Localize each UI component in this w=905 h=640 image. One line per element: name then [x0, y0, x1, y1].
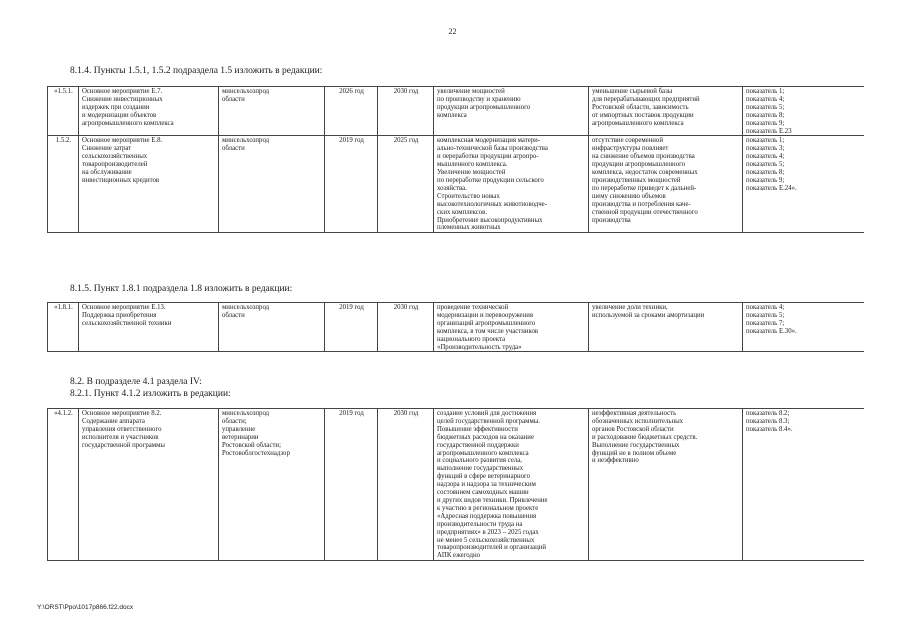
cell-line: исполнителя и участников	[82, 433, 159, 441]
table-section-8-1-5	[47, 302, 864, 352]
cell-line: товаропроизводителей и организаций	[437, 544, 546, 552]
cell-executor	[219, 87, 325, 136]
cell-number: «4.1.2.	[48, 409, 79, 561]
cell-line: отсутствие современной	[592, 137, 663, 145]
cell-line: показатель 5;	[746, 161, 785, 169]
cell-line: показатель 4;	[746, 95, 785, 103]
cell-line: инфраструктуры повлияет	[592, 145, 669, 153]
table-row	[48, 409, 864, 561]
cell-line: области	[222, 145, 245, 153]
cell-line: Поддержка приобретения	[82, 311, 157, 319]
cell-line: Снижение инвестиционных	[82, 95, 163, 103]
heading-8-2: 8.2. В подразделе 4.1 раздела IV:	[70, 377, 202, 387]
cell-line: показатель 3;	[746, 145, 785, 153]
cell-line: к участию в региональном проекте	[437, 504, 539, 512]
cell-line: и модернизации объектов	[82, 111, 157, 119]
cell-indicators	[743, 303, 864, 352]
cell-line: комплексная модернизация матери-	[437, 137, 541, 145]
cell-line: Снижение затрат	[82, 145, 132, 153]
cell-line: инвестиционных кредитов	[82, 176, 160, 184]
cell-name	[79, 303, 219, 352]
cell-line: проведение технической	[437, 304, 509, 311]
cell-line: агропромышленного комплекса	[592, 119, 684, 127]
cell-line: создание условий для достижения	[437, 410, 537, 417]
cell-line: по производству и хранению	[437, 95, 521, 103]
cell-indicators	[743, 87, 864, 136]
cell-line: «Производительность труда»	[437, 343, 522, 351]
cell-line: Основное мероприятие 8.2.	[82, 410, 162, 417]
page-number: 22	[448, 27, 457, 36]
cell-expected-result	[434, 303, 589, 352]
cell-line: государственной поддержки	[437, 441, 519, 449]
cell-line: Увеличение мощностей	[437, 169, 506, 177]
cell-line: АПК ежегодно	[437, 552, 481, 560]
cell-executor	[219, 409, 325, 561]
cell-expected-result	[434, 409, 589, 561]
cell-end-year: 2030 год	[378, 303, 434, 352]
cell-line: функций в сфере ветеринарного	[437, 473, 531, 481]
cell-number: «1.8.1.	[48, 303, 79, 352]
cell-line: и переработки продукции агропро-	[437, 153, 539, 161]
cell-line: целей государственной программы.	[437, 417, 541, 425]
cell-line: органов Ростовской области	[592, 425, 674, 433]
cell-line: по переработке приведет к дальней-	[592, 184, 697, 192]
cell-line: показатель 4;	[746, 153, 785, 161]
cell-line: области;	[222, 417, 247, 425]
cell-line: Ростовской области;	[222, 441, 281, 449]
cell-line: показатель Е.23	[746, 127, 792, 135]
cell-line: агропромышленного комплекса	[82, 119, 174, 127]
cell-line: Основное мероприятие Е.7.	[82, 88, 163, 95]
cell-line: Основное мероприятие Е.13.	[82, 304, 166, 311]
cell-line: Строительство новых	[437, 192, 500, 200]
cell-indicators	[743, 409, 864, 561]
cell-line: показатель Е.30».	[746, 327, 797, 335]
subheading-8-2-1: 8.2.1. Пункт 4.1.2 изложить в редакции:	[70, 389, 231, 399]
cell-line: товаропроизводителей	[82, 161, 148, 169]
cell-line: государственной программы	[82, 441, 165, 449]
cell-line: Основное мероприятие Е.8.	[82, 137, 163, 145]
cell-line: показатель 8.3;	[746, 417, 790, 425]
heading-8-1-5: 8.1.5. Пункт 1.8.1 подраздела 1.8 изложить в редакции:	[70, 284, 293, 294]
footer-file-path: Y:\ORST\Ppo\1017p866.f22.docx	[37, 604, 134, 611]
cell-consequences	[589, 87, 743, 136]
cell-line: показатель 8;	[746, 169, 785, 177]
cell-line: мышленного комплекса.	[437, 161, 508, 169]
cell-line: «Адресная поддержка повышения	[437, 512, 537, 520]
cell-line: бюджетных расходов на оказание	[437, 433, 534, 441]
cell-line: на обслуживание	[82, 169, 132, 177]
cell-line: племенных животных	[437, 224, 501, 232]
cell-line: неэффективная деятельность	[592, 410, 677, 417]
cell-start-year: 2019 год	[325, 303, 378, 352]
cell-line: показатель 1;	[746, 88, 785, 95]
cell-line: показатель 8.4».	[746, 425, 793, 433]
cell-line: и неэффективно	[592, 457, 639, 465]
cell-line: Содержание аппарата	[82, 417, 145, 425]
cell-line: минсельхозпрод	[222, 137, 270, 145]
cell-line: области	[222, 311, 245, 319]
cell-line: минсельхозпрод	[222, 304, 270, 311]
cell-line: от импортных поставок продукции	[592, 111, 694, 119]
cell-line: национального проекта	[437, 335, 506, 343]
table-section-8-2-1	[47, 408, 864, 561]
cell-end-year: 2030 год	[378, 87, 434, 136]
cell-line: управление	[222, 425, 256, 433]
cell-line: Приобретение высокопродуктивных	[437, 216, 543, 224]
cell-line: комплекса, в том числе участников	[437, 327, 539, 335]
cell-start-year: 2019 год	[325, 136, 378, 233]
cell-line: хозяйства.	[437, 184, 467, 192]
table-section-8-1-4	[47, 86, 864, 233]
cell-line: и расходование бюджетных средств.	[592, 433, 698, 441]
cell-line: Повышение эффективности	[437, 425, 518, 433]
cell-executor	[219, 136, 325, 233]
cell-consequences	[589, 409, 743, 561]
cell-line: показатель 7;	[746, 319, 785, 327]
cell-line: минсельхозпрод	[222, 88, 270, 95]
cell-line: показатель 4;	[746, 304, 785, 311]
cell-expected-result	[434, 136, 589, 233]
cell-line: Ростовской области, зависимость	[592, 103, 689, 111]
cell-line: организаций агропромышленного	[437, 319, 536, 327]
cell-number: 1.5.2.	[48, 136, 79, 233]
cell-line: области	[222, 95, 245, 103]
cell-line: производительности труда на	[437, 520, 523, 528]
cell-consequences	[589, 136, 743, 233]
cell-line: модернизации и перевооружения	[437, 311, 533, 319]
cell-line: ских комплексов.	[437, 208, 488, 216]
cell-executor	[219, 303, 325, 352]
cell-number: «1.5.1.	[48, 87, 79, 136]
cell-expected-result	[434, 87, 589, 136]
cell-line: показатель Е.24».	[746, 184, 797, 192]
cell-line: издержек при создании	[82, 103, 150, 111]
cell-line: ально-технической базы производства	[437, 145, 548, 153]
cell-start-year: 2026 год	[325, 87, 378, 136]
cell-line: на снижение объемов производства	[592, 153, 695, 161]
cell-consequences	[589, 303, 743, 352]
cell-line: предприятиях» в 2023 – 2025 годах	[437, 528, 539, 536]
cell-end-year: 2025 год	[378, 136, 434, 233]
cell-line: Выполнение государственных	[592, 441, 680, 449]
cell-line: по переработке продукции сельского	[437, 176, 544, 184]
cell-line: показатель 9;	[746, 176, 785, 184]
cell-line: увеличение мощностей	[437, 88, 505, 95]
table-row	[48, 136, 864, 233]
cell-line: производства	[592, 216, 631, 224]
cell-line: ственной продукции отечественного	[592, 208, 698, 216]
heading-8-1-4: 8.1.4. Пункты 1.5.1, 1.5.2 подраздела 1.5 изложить в редакции:	[70, 66, 323, 76]
cell-line: продукции агропромышленного	[592, 161, 686, 169]
cell-line: надзора и надзора за техническим	[437, 481, 536, 489]
table-row	[48, 303, 864, 352]
cell-line: не менее 5 сельскохозяйственных	[437, 536, 535, 544]
cell-line: шему снижению объемов	[592, 192, 666, 200]
cell-line: показатель 8.2;	[746, 410, 790, 417]
cell-line: минсельхозпрод	[222, 410, 270, 417]
cell-line: показатель 8;	[746, 111, 785, 119]
table-row	[48, 87, 864, 136]
cell-line: Ростовоблгостехнадзор	[222, 449, 290, 457]
cell-indicators	[743, 136, 864, 233]
cell-line: состоянием самоходных машин	[437, 489, 529, 497]
cell-line: показатель 5;	[746, 311, 785, 319]
cell-line: и социального развития села,	[437, 457, 522, 465]
cell-line: обозначенных исполнительных	[592, 417, 684, 425]
cell-end-year: 2030 год	[378, 409, 434, 561]
cell-line: комплекса	[437, 111, 467, 119]
cell-line: показатель 1;	[746, 137, 785, 145]
cell-start-year: 2019 год	[325, 409, 378, 561]
cell-line: показатель 9;	[746, 119, 785, 127]
cell-line: используемой за сроками амортизации	[592, 311, 705, 319]
cell-line: комплекса, недостаток современных	[592, 169, 698, 177]
cell-line: выполнение государственных	[437, 465, 524, 473]
cell-line: уменьшение сырьевой базы	[592, 88, 673, 95]
cell-line: высокотехнологичных животноводче-	[437, 200, 547, 208]
cell-line: производства и потребления каче-	[592, 200, 691, 208]
cell-line: и других видов техники. Привлечение	[437, 496, 548, 504]
cell-line: сельскохозяйственной техники	[82, 319, 172, 327]
cell-line: функций не в полном объеме	[592, 449, 677, 457]
cell-line: агропромышленного комплекса	[437, 449, 529, 457]
cell-line: сельскохозяйственных	[82, 153, 148, 161]
cell-line: для перерабатывающих предприятий	[592, 95, 700, 103]
cell-line: продукции агропромышленного	[437, 103, 531, 111]
cell-name	[79, 409, 219, 561]
cell-name	[79, 87, 219, 136]
cell-line: производственных мощностей	[592, 176, 681, 184]
cell-line: увеличение доли техники,	[592, 304, 668, 311]
cell-line: показатель 5;	[746, 103, 785, 111]
cell-name	[79, 136, 219, 233]
cell-line: ветеринарии	[222, 433, 259, 441]
cell-line: управления ответственного	[82, 425, 162, 433]
